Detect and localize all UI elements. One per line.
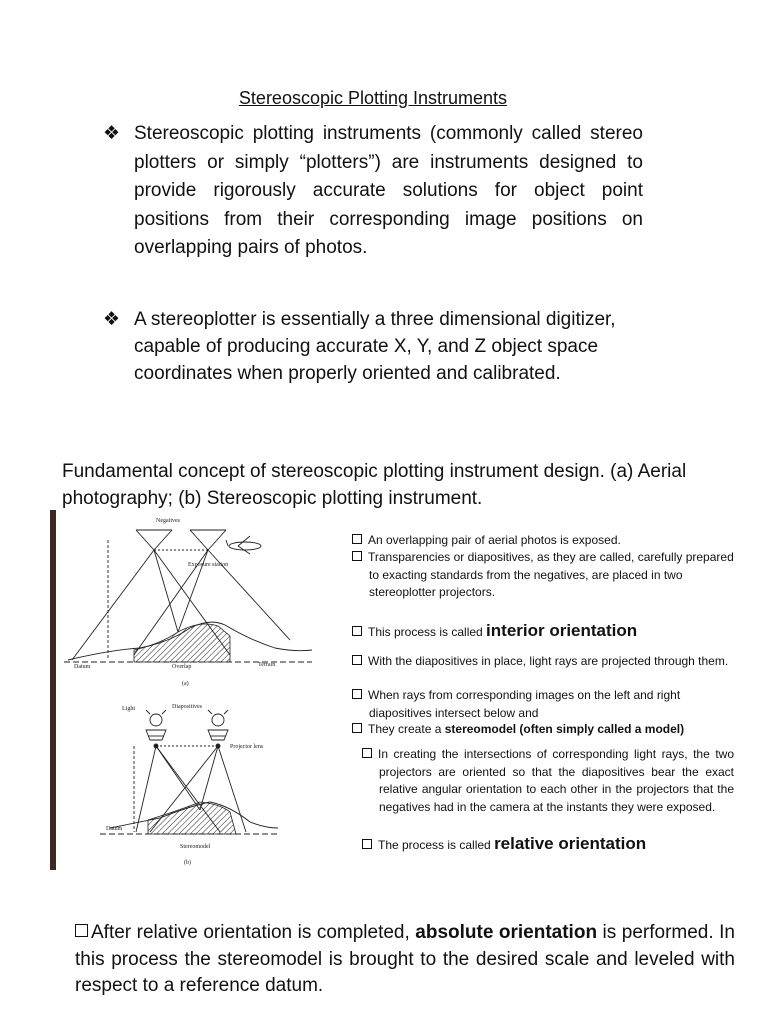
checkbox-bullet-icon <box>75 924 88 937</box>
note-item <box>352 532 736 550</box>
label-part-a: (a) <box>182 681 189 687</box>
checkbox-bullet-icon <box>362 748 372 758</box>
label-diapositives: Diapositives <box>172 704 202 710</box>
note-text: In creating the intersections of corresponding light rays, the two projectors are oriented so that the diapositives bear the exact relative angular orientation to each other in the projectors that the negatives had in the camera at the instants they were exposed. <box>378 747 734 814</box>
label-stereomodel: Stereomodel <box>180 844 211 850</box>
checkbox-bullet-icon <box>352 626 362 636</box>
note-item <box>352 687 736 722</box>
bottom-suffix: is performed. In this process the stereomodel is brought to the desired scale and leveled with respect to a reference datum. <box>75 922 735 996</box>
scan-edge <box>50 510 56 870</box>
label-part-b: (b) <box>184 860 191 866</box>
bottom-paragraph <box>75 920 735 1000</box>
diamond-bullet-icon: ❖ <box>103 123 121 144</box>
stereoplotter-diagram <box>50 510 322 870</box>
airplane-icon <box>226 536 261 554</box>
page-title: Stereoscopic Plotting Instruments <box>238 88 508 108</box>
label-projector-lens: Projector lens <box>230 744 264 750</box>
checkbox-bullet-icon <box>352 534 362 544</box>
note-text: Transparencies or diapositives, as they are called, carefully prepared to exacting standards from the negatives, are placed in two stereoplotter projectors. <box>368 550 734 599</box>
note-text: With the diapositives in place, light rays are projected through them. <box>368 654 729 668</box>
bottom-prefix: After relative orientation is completed, <box>91 922 416 943</box>
note-item <box>352 622 736 642</box>
note-prefix: This process is called <box>368 625 487 639</box>
figure-caption: Fundamental concept of stereoscopic plotting instrument design. (a) Aerial photography; (b) Stereoscopic plotting instrument. <box>62 461 687 509</box>
label-overlap: Overlap <box>172 664 192 670</box>
note-emphasis: relative orientation <box>494 834 647 853</box>
label-exposure-station: Exposure station <box>188 562 229 568</box>
label-datum-a: Datum <box>74 664 91 670</box>
checkbox-bullet-icon <box>352 551 362 561</box>
stereomodel-hatch-b <box>148 802 236 834</box>
note-item <box>352 549 736 602</box>
bullet-text: A stereoplotter is essentially a three dimensional digitizer, capable of producing accurate X, Y, and Z object space coordinates when properly oriented and calibrated. <box>134 309 616 384</box>
note-prefix: They create a <box>368 722 445 736</box>
checkbox-bullet-icon <box>352 689 362 699</box>
bullet-item <box>103 120 643 263</box>
bullet-item <box>103 306 623 387</box>
label-light: Light <box>122 706 135 712</box>
bottom-emphasis: absolute orientation <box>415 922 598 943</box>
note-text: An overlapping pair of aerial photos is exposed. <box>368 533 621 547</box>
stereoplotter-figure <box>50 510 322 870</box>
note-item <box>362 835 746 855</box>
note-prefix: The process is called <box>378 838 495 852</box>
note-emphasis: stereomodel (often simply called a model) <box>444 722 685 736</box>
note-item <box>352 653 736 671</box>
bullet-text: Stereoscopic plotting instruments (commonly called stereo plotters or simply “plotters”) are instruments designed to provide rigorously accurate solutions for object point positions from their corresponding image positions on overlapping pairs of photos. <box>134 123 643 259</box>
checkbox-bullet-icon <box>362 839 372 849</box>
note-emphasis: interior orientation <box>486 621 638 640</box>
diamond-bullet-icon: ❖ <box>103 309 121 330</box>
label-negatives: Negatives <box>156 518 180 524</box>
overlap-hatch-a <box>134 624 230 662</box>
note-item <box>352 721 736 739</box>
label-datum-b: Datum <box>106 826 123 832</box>
note-text: When rays from corresponding images on the left and right diapositives intersect below and <box>368 688 681 720</box>
label-terrain: Terrain <box>258 662 276 668</box>
checkbox-bullet-icon <box>352 723 362 733</box>
note-item <box>362 746 734 816</box>
checkbox-bullet-icon <box>352 655 362 665</box>
